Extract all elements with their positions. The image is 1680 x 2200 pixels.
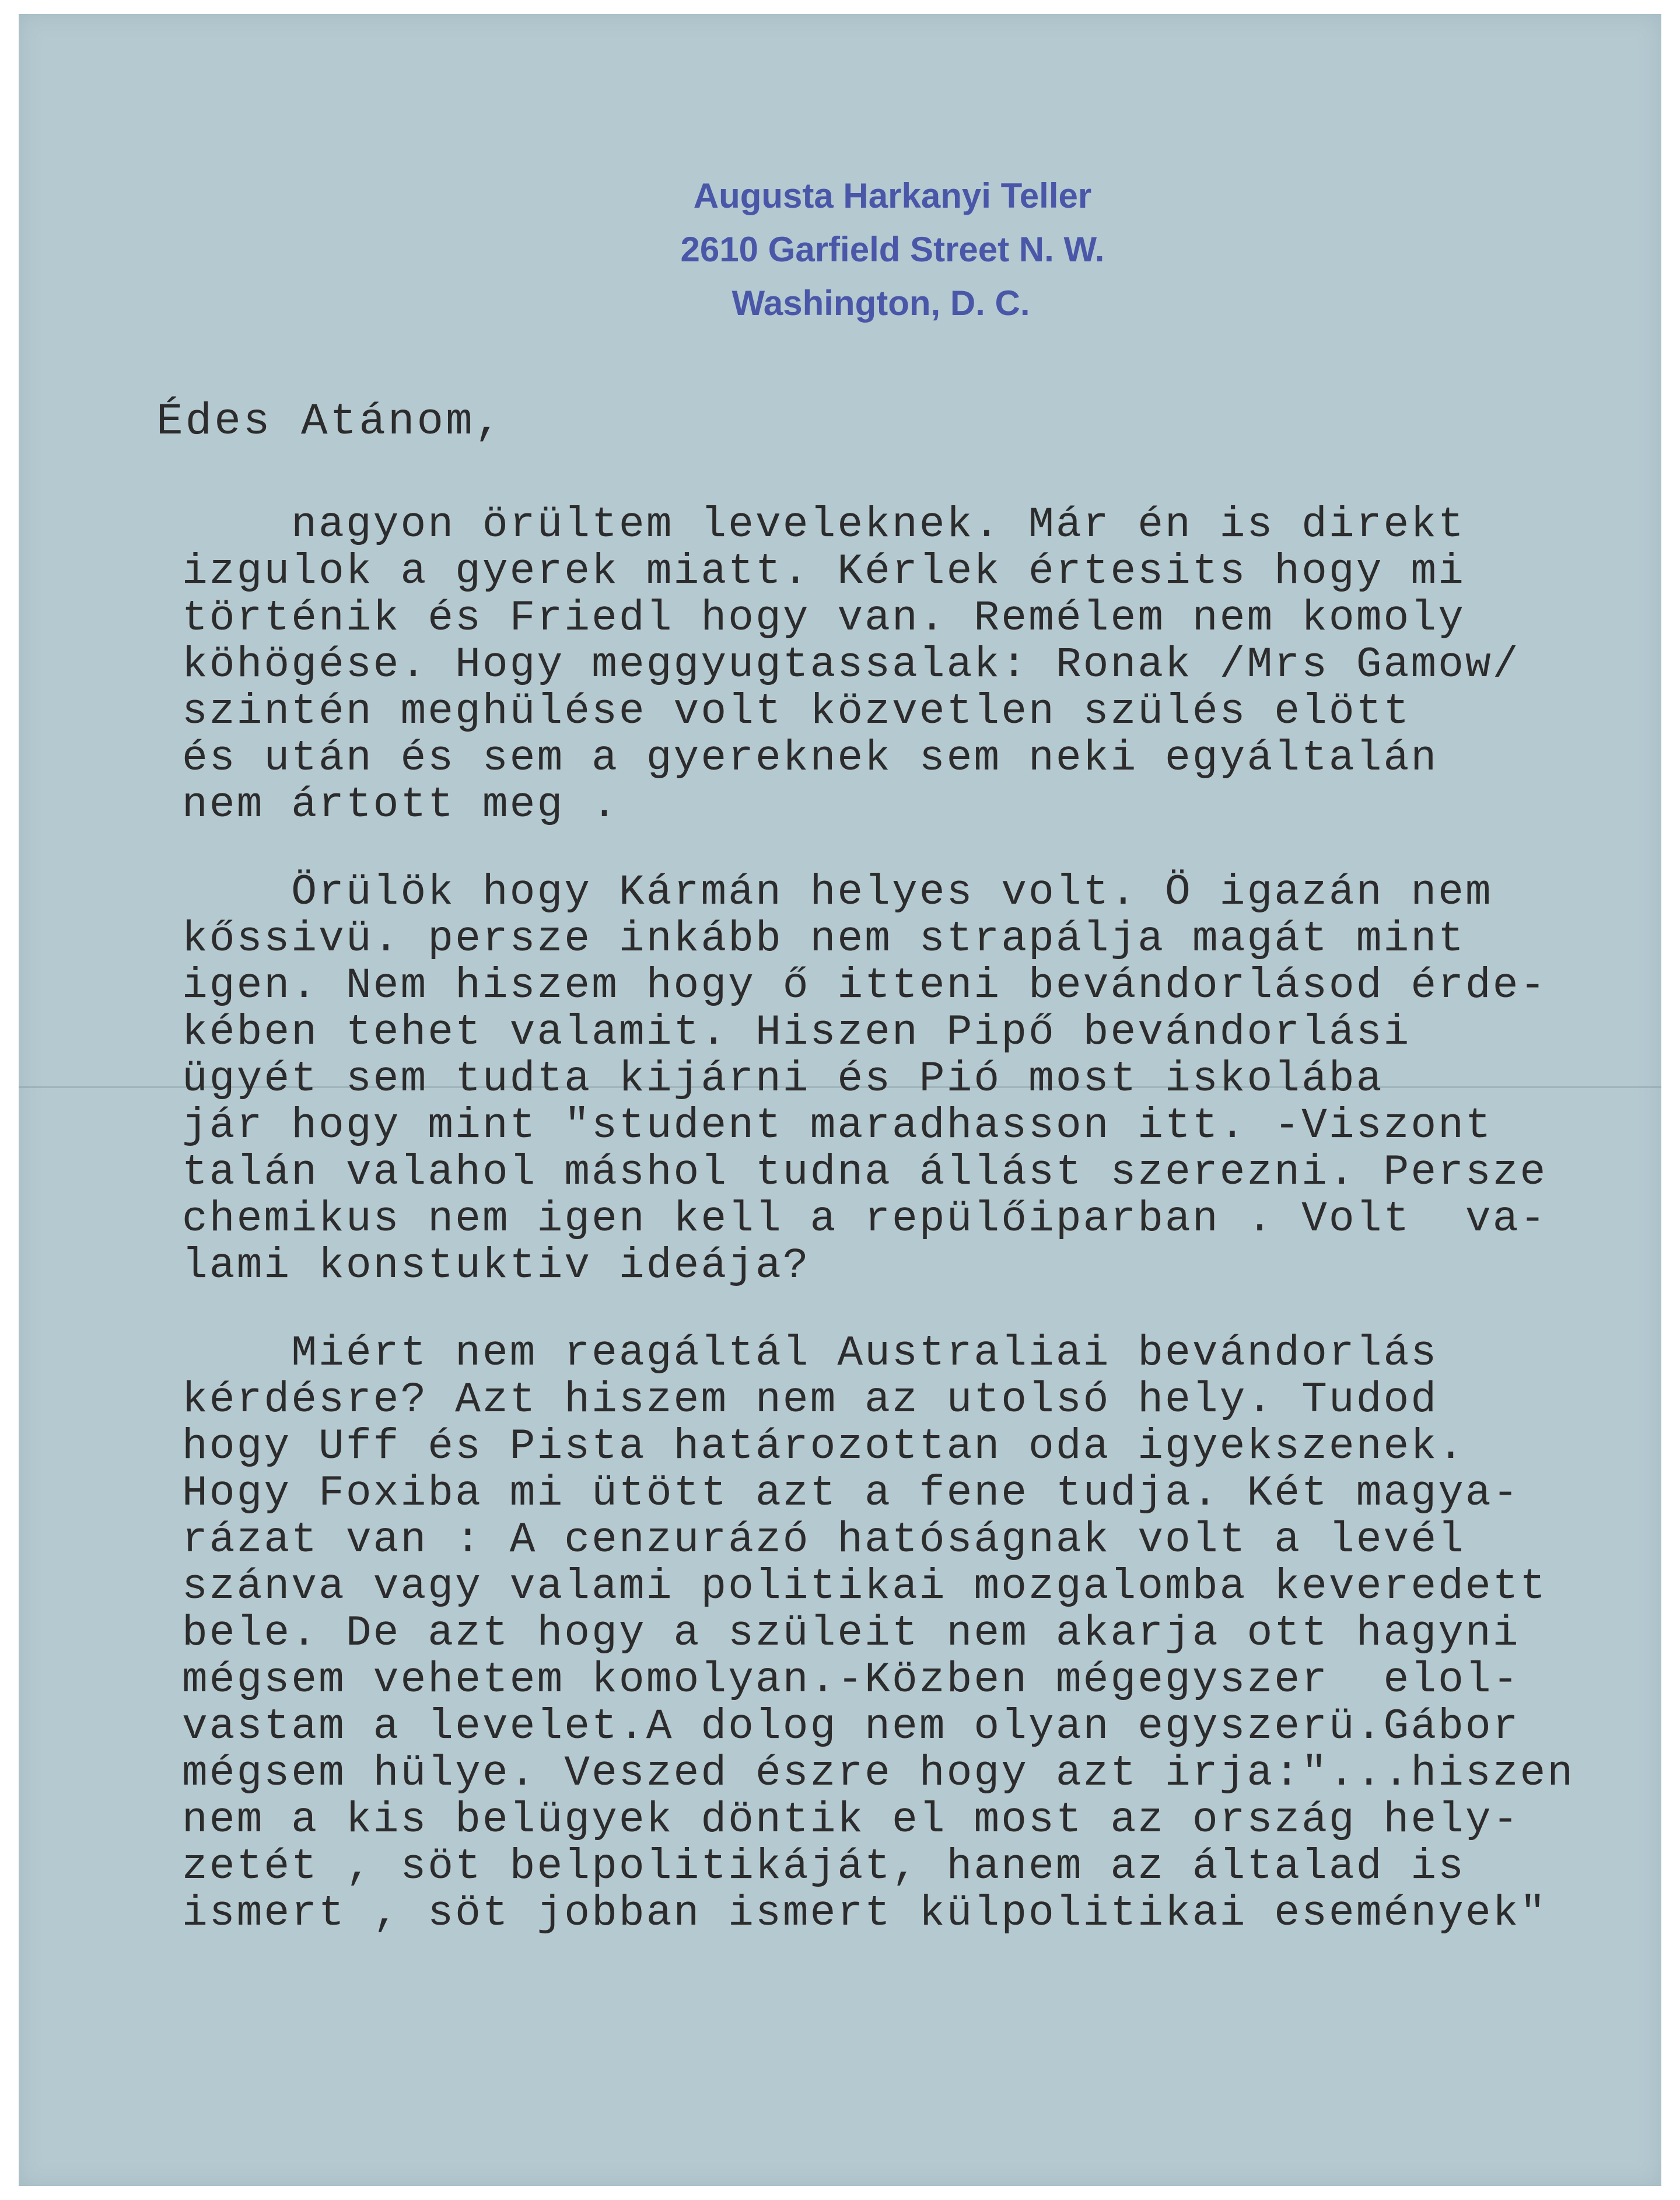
text-line: chemikus nem igen kell a repülőiparban . Volt va-	[182, 1195, 1548, 1243]
letterhead-street: 2610 Garfield Street N. W.	[680, 230, 1105, 269]
text-line: szintén meghülése volt közvetlen szülés elött	[182, 687, 1411, 736]
text-line: történik és Friedl hogy van. Remélem nem komoly	[182, 594, 1465, 642]
text-line: igen. Nem hiszem hogy ő itteni bevándorlásod érde-	[182, 961, 1548, 1010]
text-line: zetét , söt belpolitikáját, hanem az általad is	[182, 1842, 1465, 1891]
paragraph-1	[182, 502, 1520, 828]
text-line: vastam a levelet.A dolog nem olyan egyszerü.Gábor	[182, 1702, 1520, 1751]
text-line: nagyon örültem leveleknek. Már én is direkt	[182, 501, 1465, 549]
text-line: jár hogy mint "student maradhasson itt. -Viszont	[182, 1101, 1493, 1150]
letterhead-name: Augusta Harkanyi Teller	[693, 176, 1092, 215]
text-line: hogy Uff és Pista határozottan oda igyekszenek.	[182, 1422, 1465, 1471]
text-line: mégsem hülye. Veszed észre hogy azt irja:"...hiszen	[182, 1749, 1575, 1797]
text-line: kében tehet valamit. Hiszen Pipő bevándorlási	[182, 1008, 1411, 1057]
text-line: ismert , söt jobban ismert külpolitikai események"	[182, 1889, 1548, 1937]
text-line: Hogy Foxiba mi ütött azt a fene tudja. Két magya-	[182, 1469, 1520, 1517]
text-line: Örülök hogy Kármán helyes volt. Ö igazán nem	[182, 868, 1493, 917]
text-line: szánva vagy valami politikai mozgalomba keveredett	[182, 1562, 1548, 1611]
text-line: nem ártott meg .	[182, 781, 619, 829]
text-line: rázat van : A cenzurázó hatóságnak volt a levél	[182, 1516, 1465, 1564]
text-line: lami konstuktiv ideája?	[182, 1241, 810, 1290]
text-line: Miért nem reagáltál Australiai bevándorlás	[182, 1329, 1438, 1377]
text-line: ügyét sem tudta kijárni és Pió most iskolába	[182, 1055, 1384, 1103]
text-line: kőssivü. persze inkább nem strapálja magát mint	[182, 915, 1465, 963]
paragraph-3	[182, 1330, 1574, 1937]
paragraph-2	[182, 869, 1547, 1289]
text-line: bele. De azt hogy a szüleit nem akarja ott hagyni	[182, 1609, 1520, 1657]
text-line: köhögése. Hogy meggyugtassalak: Ronak /Mrs Gamow/	[182, 641, 1520, 689]
letterhead	[0, 169, 1680, 330]
salutation: Édes Atánom,	[156, 397, 504, 447]
text-line: mégsem vehetem komolyan.-Közben mégegyszer elol-	[182, 1656, 1520, 1704]
text-line: talán valahol máshol tudna állást szerezni. Persze	[182, 1148, 1548, 1197]
text-line: és után és sem a gyereknek sem neki egyáltalán	[182, 734, 1438, 782]
letterhead-city: Washington, D. C.	[732, 284, 1030, 323]
text-line: kérdésre? Azt hiszem nem az utolsó hely. Tudod	[182, 1376, 1438, 1424]
text-line: nem a kis belügyek döntik el most az ország hely-	[182, 1796, 1520, 1844]
text-line: izgulok a gyerek miatt. Kérlek értesits hogy mi	[182, 547, 1465, 596]
